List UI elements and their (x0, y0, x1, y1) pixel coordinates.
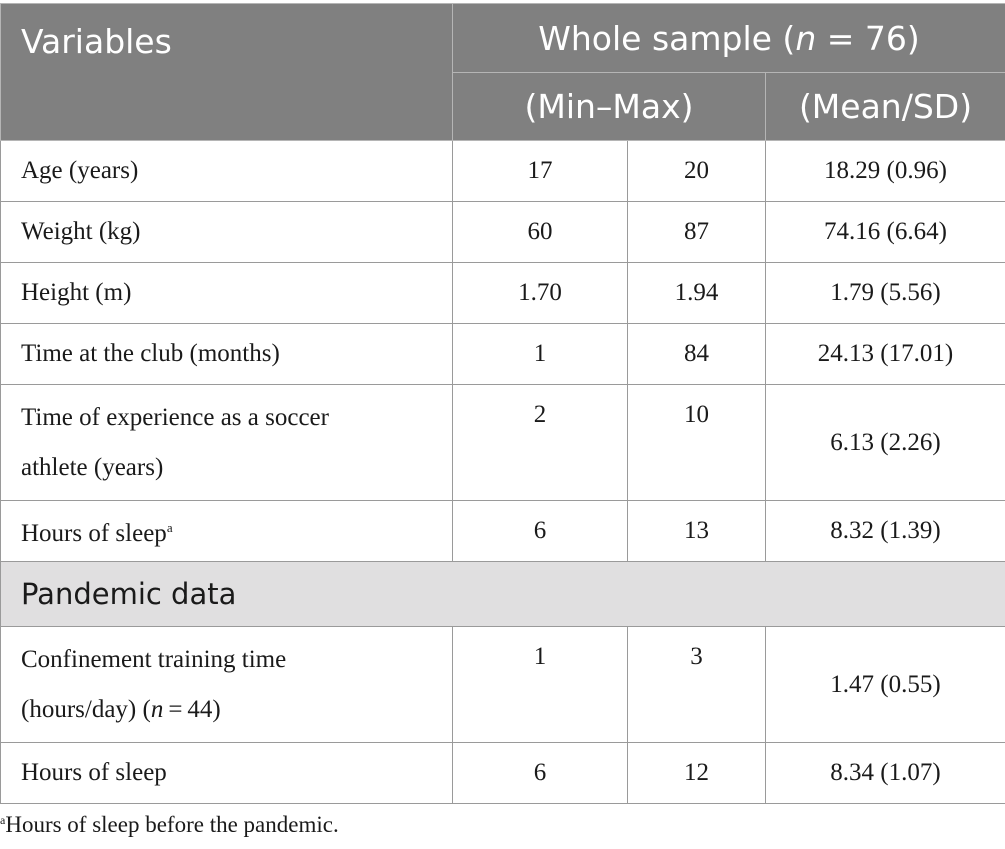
table-row (1, 627, 1005, 743)
table-row (1, 141, 1005, 202)
table-row (1, 202, 1005, 263)
max-cell: 3 (628, 627, 766, 743)
max-cell: 1.94 (628, 263, 766, 324)
footnote-marker: a (0, 813, 6, 827)
min-cell: 6 (453, 743, 628, 804)
minmax-header: (Min–Max) (453, 73, 766, 141)
variables-header: Variables (1, 4, 453, 141)
mean-sd-cell: 8.34 (1.07) (766, 743, 1005, 804)
row-label: Time at the club (months) (1, 324, 453, 385)
row-label (1, 385, 453, 501)
n-symbol: n (795, 18, 817, 58)
table-row (1, 743, 1005, 804)
mean-sd-cell: 1.47 (0.55) (766, 627, 1005, 743)
max-cell: 20 (628, 141, 766, 202)
max-cell: 84 (628, 324, 766, 385)
header-row (1, 4, 1005, 73)
row-label-line1: Confinement training time (21, 645, 287, 673)
whole-sample-prefix: Whole sample ( (538, 18, 796, 58)
row-label-line1: Time of experience as a soccer (21, 403, 329, 431)
whole-sample-suffix: = 76) (816, 18, 920, 58)
row-label-line2: athlete (years) (21, 453, 164, 481)
data-table (0, 3, 1005, 804)
row-label-text: Hours of sleep (21, 520, 167, 547)
mean-sd-cell: 6.13 (2.26) (766, 385, 1005, 501)
max-cell: 12 (628, 743, 766, 804)
mean-sd-cell: 18.29 (0.96) (766, 141, 1005, 202)
section-row (1, 562, 1005, 627)
mean-sd-cell: 1.79 (5.56) (766, 263, 1005, 324)
mean-sd-cell: 24.13 (17.01) (766, 324, 1005, 385)
footnote-text: Hours of sleep before the pandemic. (5, 812, 339, 837)
footnote (0, 812, 339, 838)
row-label (1, 627, 453, 743)
row-label: Weight (kg) (1, 202, 453, 263)
row-label: Height (m) (1, 263, 453, 324)
min-cell: 6 (453, 501, 628, 562)
min-cell: 1.70 (453, 263, 628, 324)
max-cell: 13 (628, 501, 766, 562)
table-row (1, 385, 1005, 501)
row-label-line2-suffix: = 44) (163, 695, 221, 723)
min-cell: 1 (453, 627, 628, 743)
max-cell: 10 (628, 385, 766, 501)
mean-sd-cell: 74.16 (6.64) (766, 202, 1005, 263)
whole-sample-header (453, 4, 1005, 73)
min-cell: 60 (453, 202, 628, 263)
footnote-marker: a (166, 520, 173, 535)
row-label-line2-prefix: (hours/day) ( (21, 695, 151, 723)
table-row (1, 324, 1005, 385)
row-label (1, 501, 453, 562)
row-label: Hours of sleep (1, 743, 453, 804)
max-cell: 87 (628, 202, 766, 263)
meansd-header: (Mean/SD) (766, 73, 1005, 141)
min-cell: 17 (453, 141, 628, 202)
n-symbol: n (150, 695, 164, 723)
table-row (1, 501, 1005, 562)
section-heading: Pandemic data (1, 562, 1005, 627)
min-cell: 1 (453, 324, 628, 385)
mean-sd-cell: 8.32 (1.39) (766, 501, 1005, 562)
row-label: Age (years) (1, 141, 453, 202)
table-row (1, 263, 1005, 324)
min-cell: 2 (453, 385, 628, 501)
